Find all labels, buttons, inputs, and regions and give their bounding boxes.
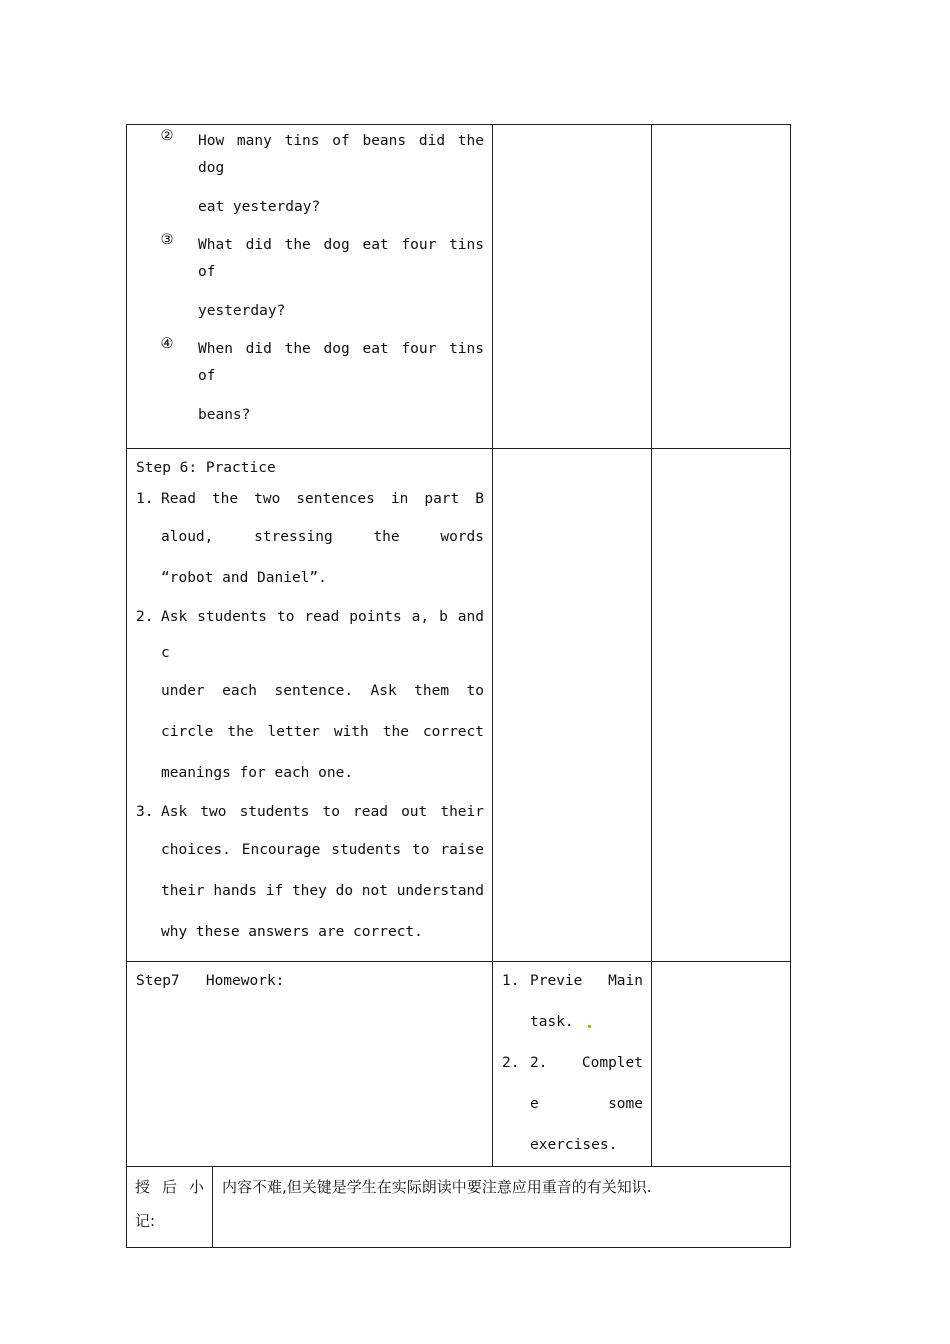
questions-cell (127, 125, 493, 449)
item-text: Read the two sentences in part B (161, 491, 484, 507)
item-text: why these answers are correct. (161, 924, 423, 940)
item-text: choices. Encourage students to raise (161, 842, 484, 858)
empty-cell (652, 449, 791, 962)
table-row (127, 449, 791, 962)
item-text: aloud, stressing the words (161, 529, 484, 545)
item-text: exercises. (530, 1137, 618, 1153)
item-text: “robot and Daniel”. (161, 570, 327, 586)
item-text: Ask students to read points a, b and c (161, 609, 484, 661)
question-text: What did the dog eat four tins of (198, 237, 484, 280)
list-item (136, 599, 484, 794)
item-text: under each sentence. Ask them to (161, 683, 484, 699)
step-title: Step7 Homework: (136, 973, 285, 989)
question-text: beans? (198, 407, 251, 423)
item-text: Ask two students to read out their (161, 804, 484, 820)
item-number: 2. (502, 1055, 520, 1071)
list-item (136, 794, 484, 953)
notes-label: 记: (135, 1212, 156, 1230)
empty-cell (493, 449, 652, 962)
question-text: When did the dog eat four tins of (198, 341, 484, 384)
table-row (127, 962, 791, 1167)
question-item (136, 232, 484, 336)
item-text: e some (530, 1096, 643, 1112)
notes-content-cell (213, 1167, 791, 1248)
empty-cell (493, 125, 652, 449)
empty-cell (652, 125, 791, 449)
practice-cell (127, 449, 493, 962)
question-item (136, 336, 484, 440)
notes-label-cell (127, 1167, 213, 1248)
item-text: task. (530, 1014, 574, 1030)
empty-cell (652, 962, 791, 1167)
homework-cell (493, 962, 652, 1167)
question-text: yesterday? (198, 303, 286, 319)
item-text: Previe Main (530, 973, 643, 989)
item-number: 1. (136, 491, 154, 507)
item-number: 1. (502, 973, 520, 989)
item-number: 2. (136, 609, 154, 625)
table-row (127, 1167, 791, 1248)
step-title: Step 6: Practice (136, 460, 276, 476)
question-text: eat yesterday? (198, 199, 321, 215)
question-text: How many tins of beans did the dog (198, 133, 484, 176)
stray-mark (588, 1025, 591, 1028)
item-text: 2. Complet (530, 1055, 643, 1071)
question-item (136, 128, 484, 232)
item-text: meanings for each one. (161, 765, 354, 781)
homework-step-cell (127, 962, 493, 1167)
table-row (127, 125, 791, 449)
lesson-plan-table (126, 124, 791, 1248)
item-number: 3. (136, 804, 154, 820)
item-text: circle the letter with the correct (161, 724, 484, 740)
list-item (502, 968, 643, 1050)
question-number: ④ (160, 336, 174, 352)
question-number: ② (160, 128, 174, 144)
list-item (502, 1050, 643, 1158)
item-text: their hands if they do not understand (161, 883, 485, 899)
notes-text: 内容不难,但关键是学生在实际朗读中要注意应用重音的有关知识. (222, 1178, 652, 1196)
list-item (136, 481, 484, 599)
notes-label: 授 后 小 (135, 1178, 204, 1196)
question-number: ③ (160, 232, 174, 248)
